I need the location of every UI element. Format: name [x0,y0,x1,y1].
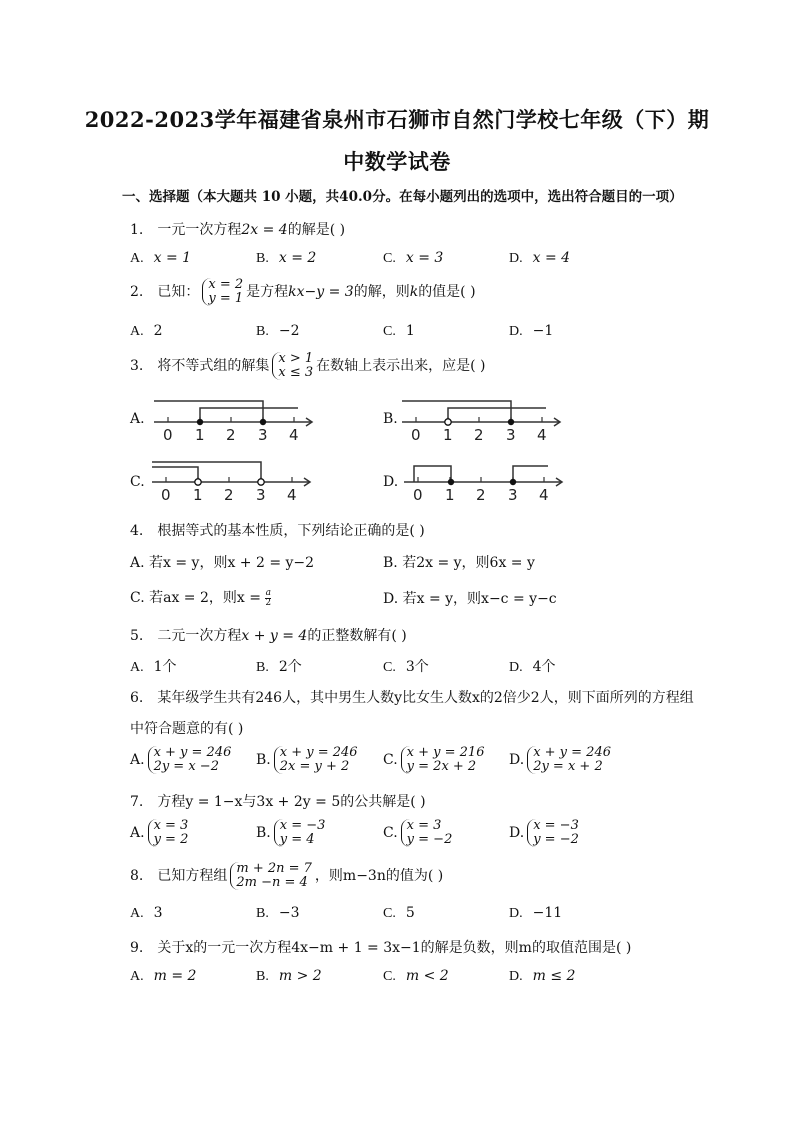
svg-text:1: 1 [443,426,453,444]
q5-option-c[interactable]: C. 3个 [383,659,429,675]
q7-option-c[interactable]: C. x = 3 y = −2 [383,818,453,847]
question-5: 5. 二元一次方程x + y = 4的正整数解有( ) [130,628,407,644]
q8-option-a[interactable]: A. 3 [130,905,163,921]
svg-text:1: 1 [195,426,205,444]
q7-option-b[interactable]: B. x = −3 y = 4 [256,818,326,847]
svg-text:2: 2 [224,486,234,504]
q3-number-line-a[interactable] [150,398,320,448]
q9-option-c[interactable]: C. m < 2 [383,968,449,984]
q6-option-a[interactable]: A. x + y = 246 2y = x −2 [130,745,232,774]
q9-option-d[interactable]: D. m ≤ 2 [509,968,576,984]
q3-option-d-label[interactable]: D. [383,474,399,490]
svg-text:4: 4 [289,426,299,444]
q4-option-b[interactable]: B. 若2x = y，则6x = y [383,555,535,571]
q9-option-b[interactable]: B. m > 2 [256,968,322,984]
question-8: 8. 已知方程组 m + 2n = 7 2m −n = 4 ，则m−3n的值为( ) [130,861,444,890]
svg-text:0: 0 [411,426,421,444]
question-6: 6. 某年级学生共有246人，其中男生人数y比女生人数x的2倍少2人，则下面所列的方程组 [130,690,694,706]
q2-option-b[interactable]: B. −2 [256,323,300,339]
q9-option-a[interactable]: A. m = 2 [130,968,197,984]
svg-text:3: 3 [508,486,518,504]
section-heading: 一、选择题（本大题共 10 小题，共40.0分。在每小题列出的选项中，选出符合题目的一项） [122,189,683,205]
question-2: 2. 已知： x = 2 y = 1 是方程kx−y = 3的解，则k的值是( ) [130,277,476,306]
q4-option-c[interactable]: C. 若ax = 2，则x = $\frac{a}{2}$ [130,587,272,608]
q3-number-line-b[interactable] [398,398,568,448]
q7-option-a[interactable]: A. x = 3 y = 2 [130,818,189,847]
question-9: 9. 关于x的一元一次方程4x−m + 1 = 3x−1的解是负数，则m的取值范围是( ) [130,940,632,956]
svg-text:4: 4 [539,486,549,504]
q3-option-b-label[interactable]: B. [383,411,398,427]
q3-option-a-label[interactable]: A. [130,411,145,427]
q6-option-d[interactable]: D. x + y = 246 2y = x + 2 [509,745,611,774]
q8-option-c[interactable]: C. 5 [383,905,415,921]
q2-option-d[interactable]: D. −1 [509,323,554,339]
svg-text:2: 2 [474,426,484,444]
svg-text:4: 4 [537,426,547,444]
q6-option-c[interactable]: C. x + y = 216 y = 2x + 2 [383,745,485,774]
q1-option-d[interactable]: D. x = 4 [509,250,571,266]
svg-text:1: 1 [445,486,455,504]
svg-text:4: 4 [287,486,297,504]
question-1: 1. 一元一次方程2x = 4的解是( ) [130,222,346,238]
q4-option-d[interactable]: D. 若x = y，则x−c = y−c [383,591,557,607]
question-3: 3. 将不等式组的解集 x > 1 x ≤ 3 在数轴上表示出来，应是( ) [130,351,486,380]
svg-text:0: 0 [161,486,171,504]
q3-option-c-label[interactable]: C. [130,474,145,490]
q3-number-line-c[interactable] [148,458,318,508]
q7-option-d[interactable]: D. x = −3 y = −2 [509,818,579,847]
equation-system: x = 2 y = 1 [202,278,243,306]
svg-text:0: 0 [413,486,423,504]
svg-text:1: 1 [193,486,203,504]
q5-option-a[interactable]: A. 1个 [130,659,177,675]
q8-option-b[interactable]: B. −3 [256,905,300,921]
q2-option-a[interactable]: A. 2 [130,323,163,339]
q1-option-a[interactable]: A. x = 1 [130,250,192,266]
question-4: 4. 根据等式的基本性质，下列结论正确的是( ) [130,523,425,539]
q5-option-b[interactable]: B. 2个 [256,659,302,675]
q4-option-a[interactable]: A. 若x = y，则x + 2 = y−2 [130,555,315,571]
svg-text:0: 0 [163,426,173,444]
svg-text:2: 2 [226,426,236,444]
inequality-system: x > 1 x ≤ 3 [272,352,313,380]
q1-option-c[interactable]: C. x = 3 [383,250,444,266]
page-title: 2022-2023学年福建省泉州市石狮市自然门学校七年级（下）期 [84,107,710,132]
svg-text:2: 2 [476,486,486,504]
q1-option-b[interactable]: B. x = 2 [256,250,317,266]
question-6-line2: 中符合题意的有( ) [130,721,244,737]
svg-text:3: 3 [506,426,516,444]
svg-text:3: 3 [256,486,266,504]
page-title-line2: 中数学试卷 [343,149,451,174]
q3-number-line-d[interactable] [400,458,570,508]
svg-text:3: 3 [258,426,268,444]
q5-option-d[interactable]: D. 4个 [509,659,556,675]
q8-option-d[interactable]: D. −11 [509,905,563,921]
q2-option-c[interactable]: C. 1 [383,323,415,339]
question-7: 7. 方程y = 1−x与3x + 2y = 5的公共解是( ) [130,794,426,810]
q6-option-b[interactable]: B. x + y = 246 2x = y + 2 [256,745,358,774]
